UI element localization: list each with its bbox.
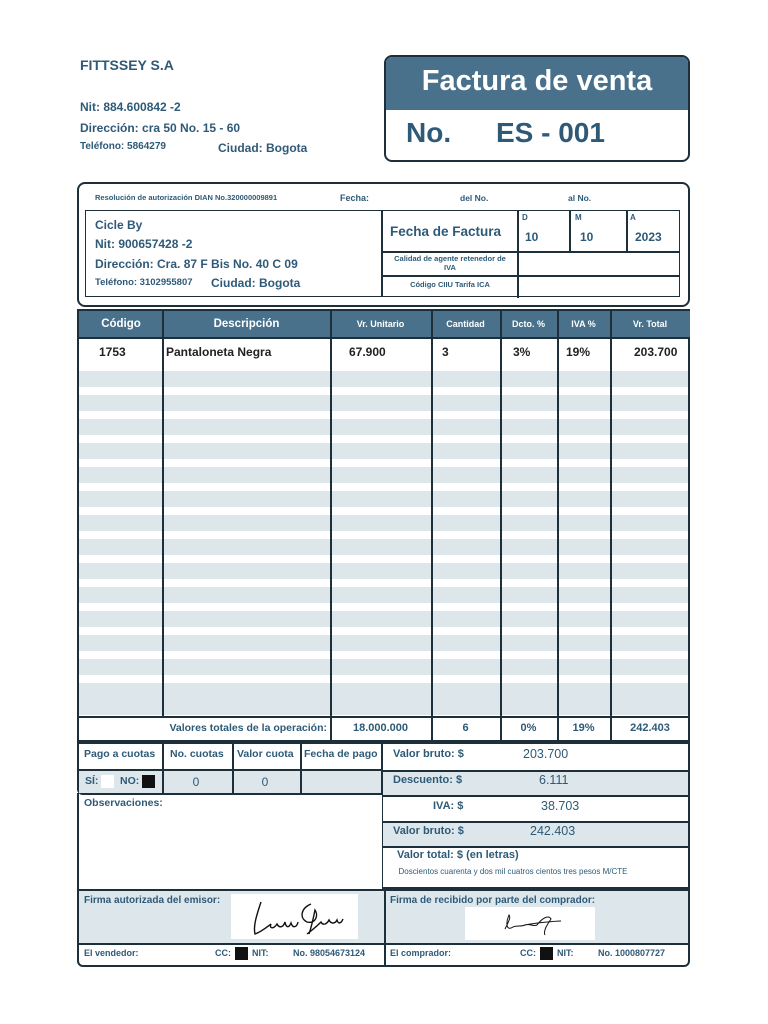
resolution-to-label: al No.	[568, 193, 592, 203]
invoice-year: 2023	[635, 230, 662, 244]
invoice-date-label: Fecha de Factura	[390, 224, 502, 239]
ciiu-label: Código CIIU Tarifa ICA	[410, 280, 490, 289]
row-quantity: 3	[442, 345, 449, 359]
issuer-signature	[231, 894, 358, 939]
invoice-title: Factura de venta	[421, 65, 653, 97]
header-discount: Dcto. %	[500, 311, 557, 337]
iva-label: IVA: $	[433, 800, 464, 812]
buyer-signature	[465, 907, 595, 940]
seller-cc-box	[235, 947, 248, 960]
invoice-number-label: No.	[406, 117, 452, 148]
row-iva: 19%	[566, 345, 591, 359]
invoice-title-box	[384, 55, 690, 162]
buyer-number: No. 1000807727	[598, 948, 666, 958]
day-label: D	[522, 213, 528, 222]
seller-nit-label: NIT:	[252, 948, 269, 958]
buyer-nit-label: NIT:	[557, 948, 574, 958]
client-nit: Nit: 900657428 -2	[95, 237, 193, 251]
year-label: A	[630, 213, 636, 222]
header-total: Vr. Total	[610, 311, 690, 337]
totals-label: Valores totales de la operación:	[169, 722, 327, 734]
retention-label: Calidad de agente retenedor de IVA	[394, 254, 506, 272]
header-description: Descripción	[163, 311, 330, 337]
row-description: Pantaloneta Negra	[166, 345, 272, 359]
issuer-city: Ciudad: Bogota	[218, 141, 308, 155]
discount-label: Descuento: $	[393, 774, 463, 786]
header-quantity: Cantidad	[431, 311, 500, 337]
total-letters-label: Valor total: $ (en letras)	[397, 849, 519, 861]
installment-value-label: Valor cuota	[237, 748, 294, 760]
gross-value-2-label: Valor bruto: $	[393, 825, 464, 837]
issuer-name: FITTSSEY S.A	[80, 57, 174, 73]
header-code: Código	[79, 311, 163, 337]
client-city: Ciudad: Bogota	[211, 276, 301, 290]
payment-date-label: Fecha de pago	[304, 748, 378, 760]
total-iva: 19%	[572, 722, 595, 734]
seller-number: No. 98054673124	[293, 948, 366, 958]
invoice-number: ES - 001	[496, 117, 605, 148]
month-label: M	[575, 213, 582, 222]
seller-cc-label: CC:	[215, 948, 231, 958]
iva-value: 38.703	[541, 799, 580, 813]
row-unit-price: 67.900	[349, 345, 386, 359]
buyer-cc-label: CC:	[520, 948, 536, 958]
buyer-nit-box	[577, 947, 590, 960]
row-code: 1753	[99, 345, 126, 359]
resolution-text: Resolución de autorización DIAN No.320000009891	[95, 193, 278, 202]
no-checkbox[interactable]	[142, 775, 155, 788]
issuer-signature-drawing	[231, 894, 358, 939]
invoice-day: 10	[525, 230, 539, 244]
resolution-date-label: Fecha:	[340, 193, 370, 203]
total-value: 242.403	[630, 722, 670, 734]
gross-value-label: Valor bruto: $	[393, 748, 464, 760]
issuer-signature-label: Firma autorizada del emisor:	[84, 895, 221, 906]
installments-count-label: No. cuotas	[170, 748, 224, 760]
installments-count-value: 0	[192, 775, 200, 789]
client-phone: Teléfono: 3102955807	[95, 277, 193, 288]
gross-value-2: 242.403	[530, 824, 576, 838]
total-letters-value: Doscientos cuarenta y dos mil cuatros cientos tres pesos M/CTE	[398, 867, 628, 876]
installments-label: Pago a cuotas	[84, 748, 156, 760]
yes-checkbox[interactable]	[101, 775, 114, 788]
issuer-nit: Nit: 884.600842 -2	[80, 100, 181, 114]
resolution-from-label: del No.	[460, 193, 489, 203]
buyer-label: El comprador:	[390, 948, 452, 958]
invoice-month: 10	[580, 230, 594, 244]
client-name: Cicle By	[95, 218, 143, 232]
total-quantity: 6	[462, 722, 469, 734]
items-table	[77, 309, 690, 742]
observations-label: Observaciones:	[84, 797, 163, 809]
issuer-address: Dirección: cra 50 No. 15 - 60	[80, 121, 241, 135]
client-address: Dirección: Cra. 87 F Bis No. 40 C 09	[95, 257, 298, 271]
row-discount: 3%	[513, 345, 531, 359]
gross-value: 203.700	[523, 747, 569, 761]
row-total: 203.700	[634, 345, 678, 359]
seller-nit-box	[272, 947, 285, 960]
discount-value: 6.111	[539, 773, 569, 787]
buyer-cc-box	[540, 947, 553, 960]
header-unit-price: Vr. Unitario	[330, 311, 431, 337]
total-discount: 0%	[520, 722, 537, 734]
installment-value: 0	[261, 775, 269, 789]
yes-label: SÍ:	[85, 775, 99, 787]
buyer-signature-drawing	[465, 907, 595, 940]
header-iva: IVA %	[557, 311, 610, 337]
buyer-signature-label: Firma de recibido por parte del comprador:	[390, 895, 596, 906]
seller-label: El vendedor:	[84, 948, 139, 958]
no-label: NO:	[120, 775, 140, 787]
issuer-phone: Teléfono: 5864279	[80, 141, 166, 152]
total-unit-price: 18.000.000	[352, 722, 409, 734]
